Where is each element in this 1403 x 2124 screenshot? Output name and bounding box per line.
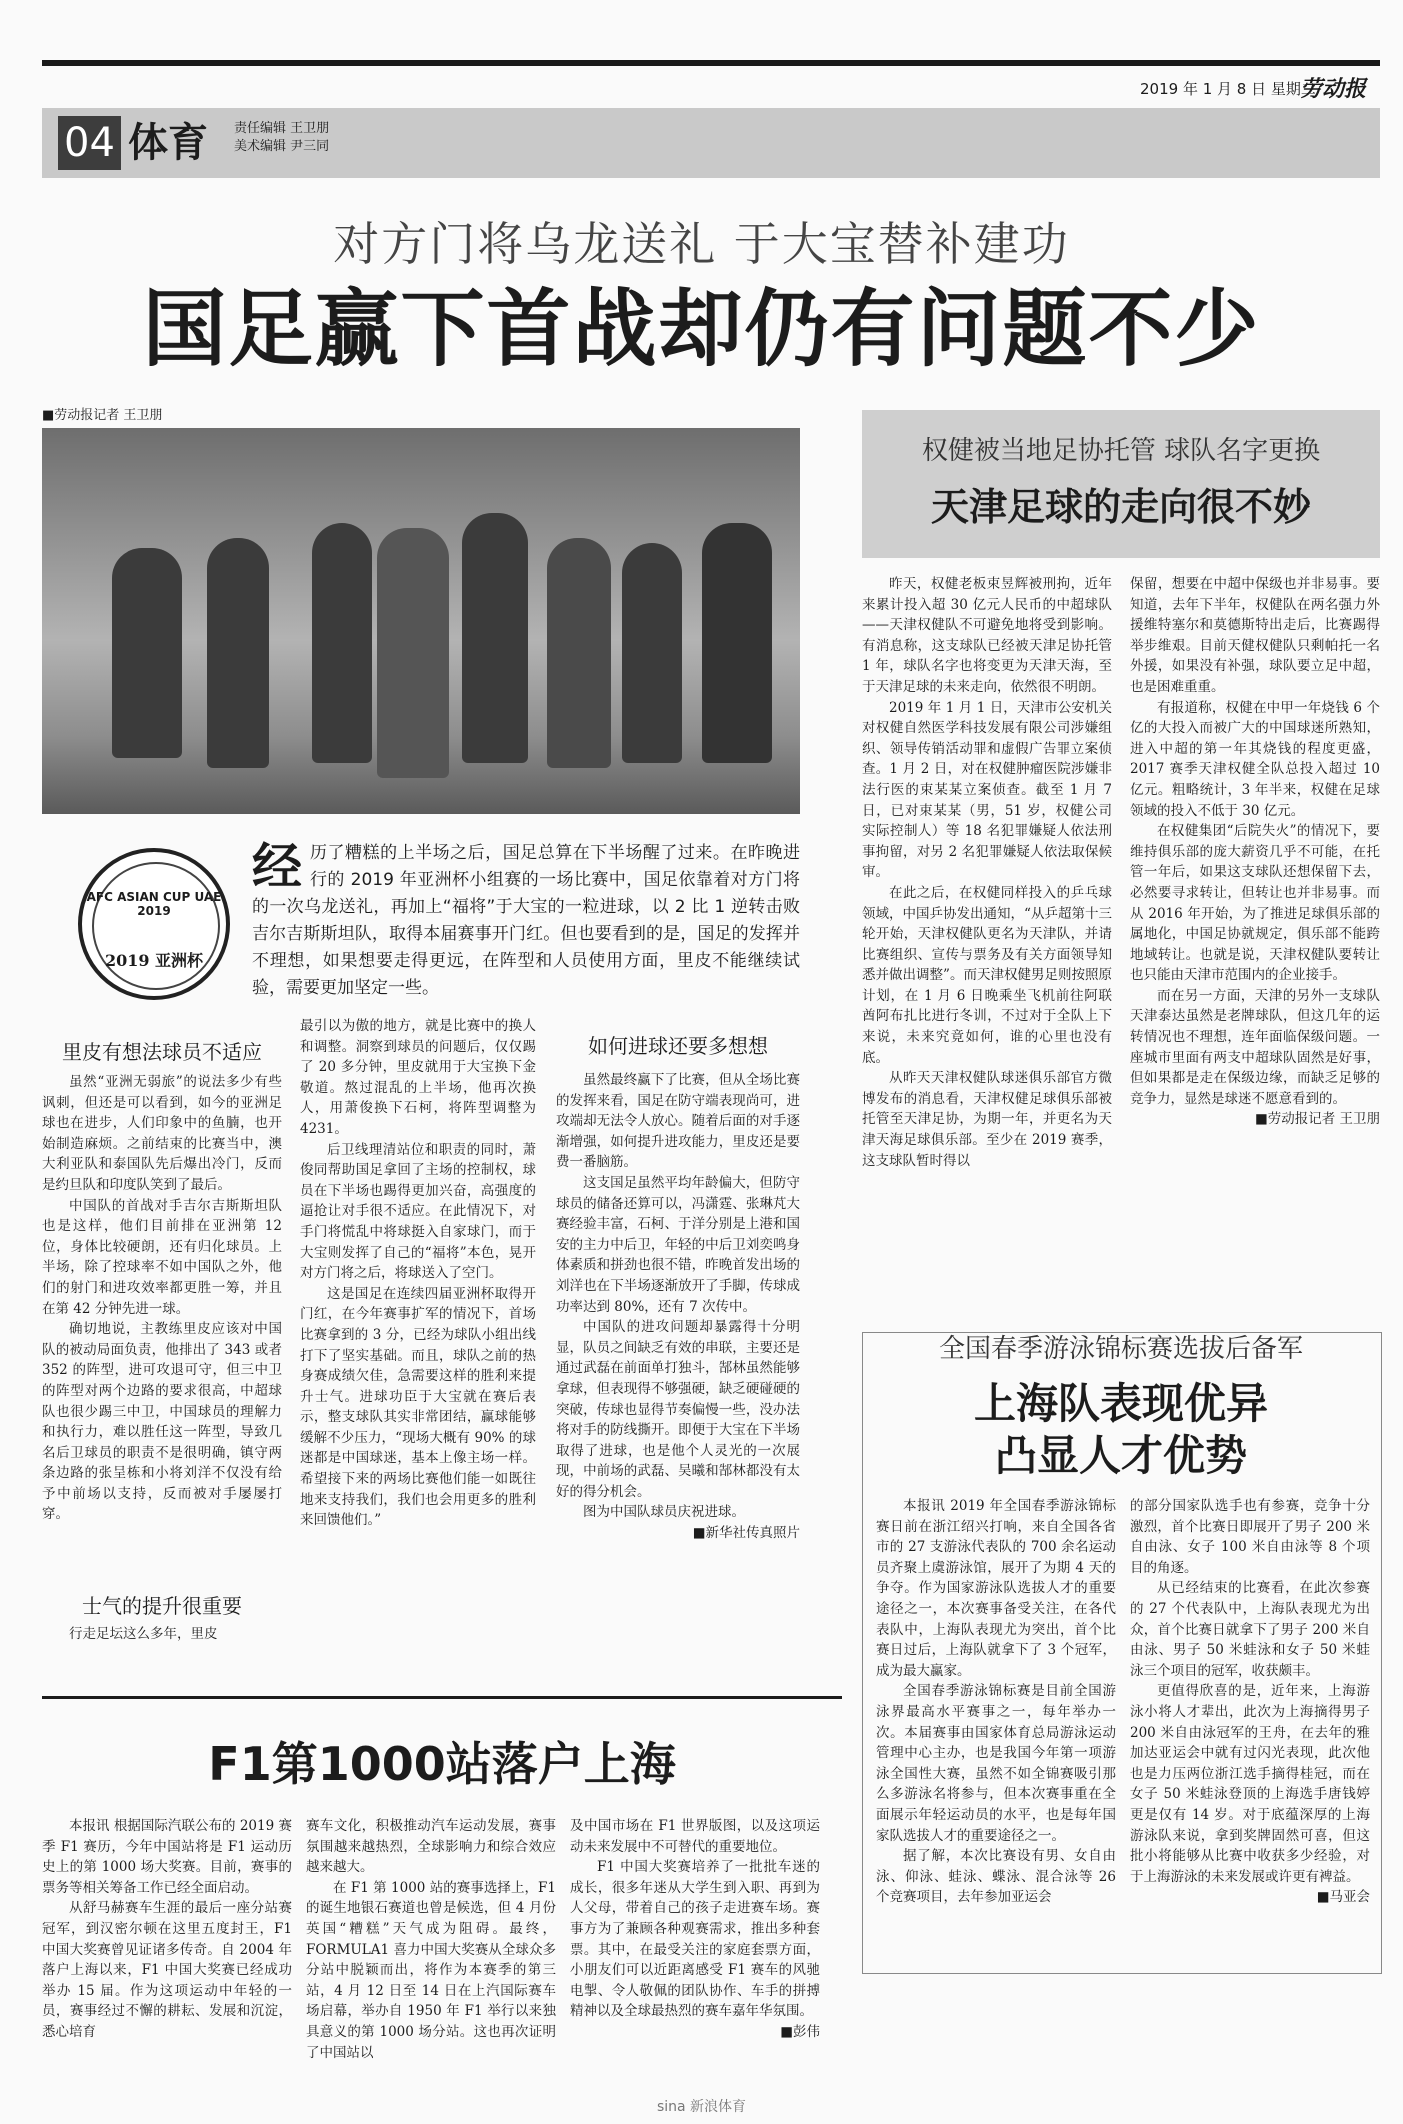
- tianjin-column-a: [862, 574, 1112, 1171]
- swim-byline: ■马亚会: [1316, 1889, 1370, 1906]
- subhead-3: 如何进球还要多想想: [588, 1034, 768, 1058]
- issue-date: 2019 年 1 月 8 日 星期二: [1140, 80, 1316, 98]
- tianjin-headline: 天津足球的走向很不妙: [930, 485, 1311, 529]
- paragraph: 在 F1 第 1000 站的赛事选择上，F1 的诞生地银石赛道也曾是候选，但 4 月份英国“糟糕”天气成为阻碍。最终，FORMULA1 喜力中国大奖赛从全球众多分站中脱颖而出，将作为本赛季的第三站，4 月 12 日至 14 日在上汽国际赛车场启幕，举办自 1950 年 F1 举行以来独具意义的第 1000 场分站。这也再次证明了中国站以: [306, 1879, 556, 2061]
- paragraph: 行走足坛这么多年，里皮: [69, 1626, 218, 1642]
- tianjin-byline: ■劳动报记者 王卫朋: [1254, 1111, 1380, 1128]
- editor-line: 责任编辑 王卫朋: [234, 121, 330, 136]
- paragraph: 更值得欣喜的是，近年来，上海游泳小将人才辈出，此次为上海摘得男子 200 米自由泳冠军的王舟，在去年的雅加达亚运会中就有过闪光表现，此次他也是力压两位浙江选手摘得桂冠，而在女子 50 米蛙泳登顶的上海选手唐钱婷更是仅有 14 岁。对于底蕴深厚的上海游泳队来说，拿到奖牌固然可喜，但这批小将能够从比赛中收获多少经验，对于上海游泳的未来发展或许更有裨益。: [1130, 1683, 1370, 1885]
- subhead-1: 里皮有想法球员不适应: [62, 1040, 262, 1064]
- paragraph: 昨天，权健老板束昱辉被刑拘，近年来累计投入超 30 亿元人民币的中超球队——天津权健队不可避免地将受到影响。有消息称，这支球队已经被天津足协托管 1 年，球队名字也将变更为天津天海，至于天津足球的未来走向，依然很不明朗。: [862, 576, 1112, 695]
- paragraph: 在权健集团“后院失火”的情况下，要维持俱乐部的庞大薪资几乎不可能，在托管一年后，如果这支球队还想保留下去，必然要寻求转让，但转让也并非易事。而从 2016 年开始，为了推进足球俱乐部的属地化，中国足协就规定，俱乐部不能跨地域转让。也就是说，天津权健队要转让也只能由天津市范围内的企业接手。: [1130, 823, 1380, 984]
- lead-byline: ■劳动报记者 王卫朋: [42, 408, 163, 423]
- lead-column-1b: [42, 1624, 282, 1645]
- tianjin-kicker: 权健被当地足协托管 球队名字更换: [921, 436, 1321, 466]
- paragraph: 从舒马赫赛车生涯的最后一座分站赛冠军，到汉密尔顿在这里五度封王，F1 中国大奖赛曾见证诸多传奇。自 2004 年落户上海以来，F1 中国大奖赛已经成功举办 15 届。作为这项运动中年轻的一员，赛事经过不懈的耕耘、发展和沉淀，悉心培育: [42, 1900, 292, 2040]
- paragraph: 虽然最终赢下了比赛，但从全场比赛的发挥来看，国足在防守端表现尚可，进攻端却无法令人放心。随着后面的对手逐渐增强，如何提升进攻能力，里皮还是要费一番脑筋。: [556, 1072, 800, 1171]
- f1-column-c: [570, 1816, 820, 2043]
- paragraph: 确切地说，主教练里皮应该对中国队的被动局面负责，他排出了 343 或者 352 的阵型，进可攻退可守，但三中卫的阵型对两个边路的要求很高，中超球队也很少踢三中卫，中国球员的理解力和执行力，难以胜任这一阵型，导致几名后卫球员的职责不是很明确，镇守两条边路的张呈栋和小将刘洋不仅没有给予中前场以支持，反而被对手屡屡打穿。: [42, 1321, 282, 1523]
- subhead-2: 士气的提升很重要: [82, 1594, 242, 1618]
- paragraph: 保留，想要在中超中保级也并非易事。要知道，去年下半年，权健队在两名强力外援维特塞尔和莫德斯特出走后，比赛踢得举步维艰。目前天健权健队只剩帕托一名外援，如果没有补强，球队要立足中超，也是困难重重。: [1130, 576, 1380, 695]
- paragraph: 在此之后，在权健同样投入的乒乓球领域，中国乒协发出通知，“从乒超第十三轮开始，天津权健队更名为天津队，并请比赛组织、宣传与票务及有关方面领导知悉并做出调整”。而天津权健男足则按照原计划，在 1 月 6 日晚乘坐飞机前往阿联酋阿布扎比进行冬训，不过对于全队上下来说，未来究竟如何，谁的心里也没有底。: [862, 884, 1112, 1066]
- lead-headline: 国足赢下首战却仍有问题不少: [142, 280, 1261, 378]
- paragraph: 的部分国家队选手也有参赛，竞争十分激烈，首个比赛日即展开了男子 200 米自由泳、女子 100 米自由泳等 8 个项目的角逐。: [1130, 1498, 1370, 1576]
- f1-rule: [42, 1696, 842, 1699]
- paragraph: 虽然“亚洲无弱旅”的说法多少有些讽刺，但还是可以看到，如今的亚洲足球也在进步，人们印象中的鱼腩，也开始制造麻烦。之前结束的比赛当中，澳大利亚队和泰国队先后爆出冷门，反而是约旦队和印度队笑到了最后。: [42, 1074, 282, 1193]
- lead-column-1: [42, 1072, 282, 1525]
- f1-byline: ■彭伟: [780, 2023, 820, 2040]
- swim-kicker: 全国春季游泳锦标赛选拔后备军: [938, 1334, 1303, 1364]
- paragraph: 后卫线理清站位和职责的同时，萧俊同帮助国足拿回了主场的控制权，球员在下半场也踢得更加兴奋，高强度的逼抢让对手很不适应。在此情况下，对手门将慌乱中将球挺入自家球门，而于大宝则发挥了自己的“福将”本色，晃开对方门将之后，将球送入了空门。: [300, 1141, 536, 1282]
- paragraph: F1 中国大奖赛培养了一批批车迷的成长，很多年迷从大学生到入职、再到为人父母，带着自己的孩子走进赛车场。赛事方为了兼顾各种观赛需求，推出多种套票。其中，在最受关注的家庭套票方面，小朋友们可以近距离感受 F1 赛车的风驰电掣、令人敬佩的团队协作、车手的拼搏精神以及全球最热烈的赛车嘉年华氛围。: [570, 1859, 820, 2020]
- paragraph: 有报道称，权健在中甲一年烧钱 6 个亿的大投入而被广大的中国球迷所熟知，进入中超的第一年其烧钱的程度更盛，2017 赛季天津权健全队总投入超过 10 亿元。粗略统计，3 年半来，权健在足球领域的投入不低于 30 亿元。: [1130, 699, 1380, 819]
- paragraph: 本报讯 根据国际汽联公布的 2019 赛季 F1 赛历，今年中国站将是 F1 运动历史上的第 1000 场大奖赛。目前，赛事的票务等相关筹备工作已经全面启动。: [42, 1818, 292, 1896]
- paragraph: 中国队的进攻问题却暴露得十分明显，队员之间缺乏有效的串联，主要还是通过武磊在前面单打独斗，郜林虽然能够拿球，但表现得不够强硬，缺乏硬碰硬的突破，传球也显得节奏偏慢一些，没办法将对手的防线撕开。即便于大宝在下半场取得了进球，也是他个人灵光的一次展现，中前场的武磊、吴曦和郜林都没有太好的得分机会。: [556, 1319, 800, 1500]
- paragraph: 本报讯 2019 年全国春季游泳锦标赛日前在浙江绍兴打响，来自全国各省市的 27 支游泳代表队的 700 余名运动员齐聚上虞游泳馆，展开了为期 4 天的争夺。作为国家游泳队选拔人才的重要途径之一，本次赛事备受关注，在各代表队中，上海队表现尤为突出，首个比赛日过后，上海队就拿下了 3 个冠军，成为最大赢家。: [876, 1498, 1116, 1679]
- paragraph: 赛车文化，积极推动汽车运动发展，赛事氛围越来越热烈，全球影响力和综合效应越来越大。: [306, 1818, 556, 1876]
- tianjin-column-b: [1130, 574, 1380, 1130]
- paragraph: 据了解，本次比赛设有男、女自由泳、仰泳、蛙泳、蝶泳、混合泳等 26 个竞赛项目，去年参加亚运会: [876, 1848, 1116, 1906]
- paragraph: 最引以为傲的地方，就是比赛中的换人和调整。洞察到球员的问题后，仅仅踢了 20 多分钟，里皮就用于大宝换下金敬道。熬过混乱的上半场，他再次换人，用萧俊换下石柯，将阵型调整为 4231。: [300, 1018, 536, 1137]
- paragraph: 及中国市场在 F1 世界版图，以及这项运动未来发展中不可替代的重要地位。: [570, 1818, 820, 1855]
- f1-column-b: [306, 1816, 556, 2063]
- editor-line: 美术编辑 尹三同: [234, 139, 330, 154]
- lead-column-2: [300, 1016, 536, 1531]
- editors: [234, 120, 329, 156]
- paragraph: 从已经结束的比赛看，在此次参赛的 27 个代表队中，上海队表现尤为出众，首个比赛日就拿下了男子 200 米自由泳、男子 50 米蛙泳和女子 50 米蛙泳三个项目的冠军，收获颇丰。: [1130, 1580, 1370, 1679]
- paragraph: 而在另一方面，天津的另外一支球队天津泰达虽然是老牌球队，但这几年的运转情况也不理想，连年面临保级问题。一座城市里面有两支中超球队固然是好事，但如果都是走在保级边缘，而缺乏足够的竞争力，显然是球迷不愿意看到的。: [1130, 987, 1380, 1107]
- emblem-cup-text: AFC ASIAN CUP UAE 2019: [86, 890, 222, 918]
- swim-headline: [862, 1378, 1380, 1482]
- footer-watermark: sina 新浪体育: [656, 2099, 747, 2115]
- lead-column-3: [556, 1070, 800, 1544]
- f1-column-a: [42, 1816, 292, 2043]
- photo-credit: ■新华社传真照片: [692, 1525, 800, 1542]
- celebration-photo: [42, 428, 800, 814]
- swim-headline-line: 上海队表现优异: [973, 1379, 1268, 1428]
- lead-kicker: 对方门将乌龙送礼 于大宝替补建功: [333, 217, 1070, 271]
- paragraph: 全国春季游泳锦标赛是目前全国游泳界最高水平赛事之一，每年举办一次。本届赛事由国家体育总局游泳运动管理中心主办，也是我国今年第一项游泳全国性大赛，虽然不如全锦赛吸引那么多游泳名将参与，但本次赛事重在全面展示年轻运动员的水平，也是每年国家队选拔人才的重要途径之一。: [876, 1683, 1116, 1844]
- lead-intro: [252, 840, 800, 1002]
- photo-caption: 图为中国队球员庆祝进球。: [583, 1504, 745, 1521]
- swim-column-a: [876, 1496, 1116, 1908]
- paragraph: 中国队的首战对手吉尔吉斯斯坦队也是这样，他们目前排在亚洲第 12 位，身体比较硬朗，还有归化球员。上半场，除了控球率不如中国队之外，他们的射门和进攻效率都更胜一筹，并且在第 42 分钟先进一球。: [42, 1197, 282, 1317]
- top-rule: [42, 60, 1380, 66]
- paragraph: 从昨天天津权健队球迷俱乐部官方微博发布的消息看，天津权健足球俱乐部被托管至天津足协，为期一年，并更名为天津天海足球俱乐部。至少在 2019 赛季，这支球队暂时得以: [862, 1070, 1112, 1169]
- f1-headline: F1第1000站落户上海: [208, 1737, 676, 1791]
- swim-headline-line: 凸显人才优势: [994, 1431, 1247, 1480]
- section-number: 04: [58, 116, 121, 170]
- paragraph: 2019 年 1 月 1 日，天津市公安机关对权健自然医学科技发展有限公司涉嫌组织、领导传销活动罪和虚假广告罪立案侦查。1 月 2 日，对在权健肿瘤医院涉嫌非法行医的束某某立案侦查。截至 1 月 7 日，已对束某某（男，51 岁，权健公司实际控制人）等 18 名犯罪嫌疑人依法刑事拘留，对另 2 名犯罪嫌疑人依法取保候审。: [862, 699, 1112, 881]
- swim-column-b: [1130, 1496, 1370, 1908]
- asian-cup-emblem: [78, 848, 230, 1000]
- paragraph: 这是国足在连续四届亚洲杯取得开门红，在今年赛事扩军的情况下，首场比赛拿到的 3 分，已经为球队小组出线打下了坚实基础。而且，球队之前的热身赛成绩欠佳，急需要这样的胜利来提升士气。进球功臣于大宝就在赛后表示，整支球队其实非常团结，赢球能够缓解不少压力，“现场大概有 90% 的球迷都是中国球迷，基本上像主场一样。希望接下来的两场比赛他们能一如既往地来支持我们，我们也会用更多的胜利来回馈他们。”: [300, 1285, 536, 1529]
- emblem-year: 2019 亚洲杯: [104, 951, 204, 970]
- intro-text: 历了糟糕的上半场之后，国足总算在下半场醒了过来。在昨晚进行的 2019 年亚洲杯小组赛的一场比赛中，国足依靠着对方门将的一次乌龙送礼，再加上“福将”于大宝的一粒进球，以 2 比 1 逆转击败吉尔吉斯斯坦队，取得本届赛事开门红。但也要看到的是，国足的发挥并不理想，如果想要走得更远，在阵型和人员使用方面，里皮不能继续试验，需要更加坚定一些。: [252, 843, 800, 998]
- section-name: 体育: [128, 119, 208, 166]
- drop-cap: 经: [252, 838, 302, 896]
- newspaper-logo: 劳动报: [1300, 76, 1367, 102]
- paragraph: 这支国足虽然平均年龄偏大，但防守球员的储备还算可以，冯潇霆、张琳芃大赛经验丰富，石柯、于洋分别是上港和国安的主力中后卫，年轻的中后卫刘奕鸣身体素质和拼劲也很不错，昨晚首发出场的刘洋也在下半场逐渐放开了手脚，传球成功率达到 80%，还有 7 次传中。: [556, 1174, 800, 1315]
